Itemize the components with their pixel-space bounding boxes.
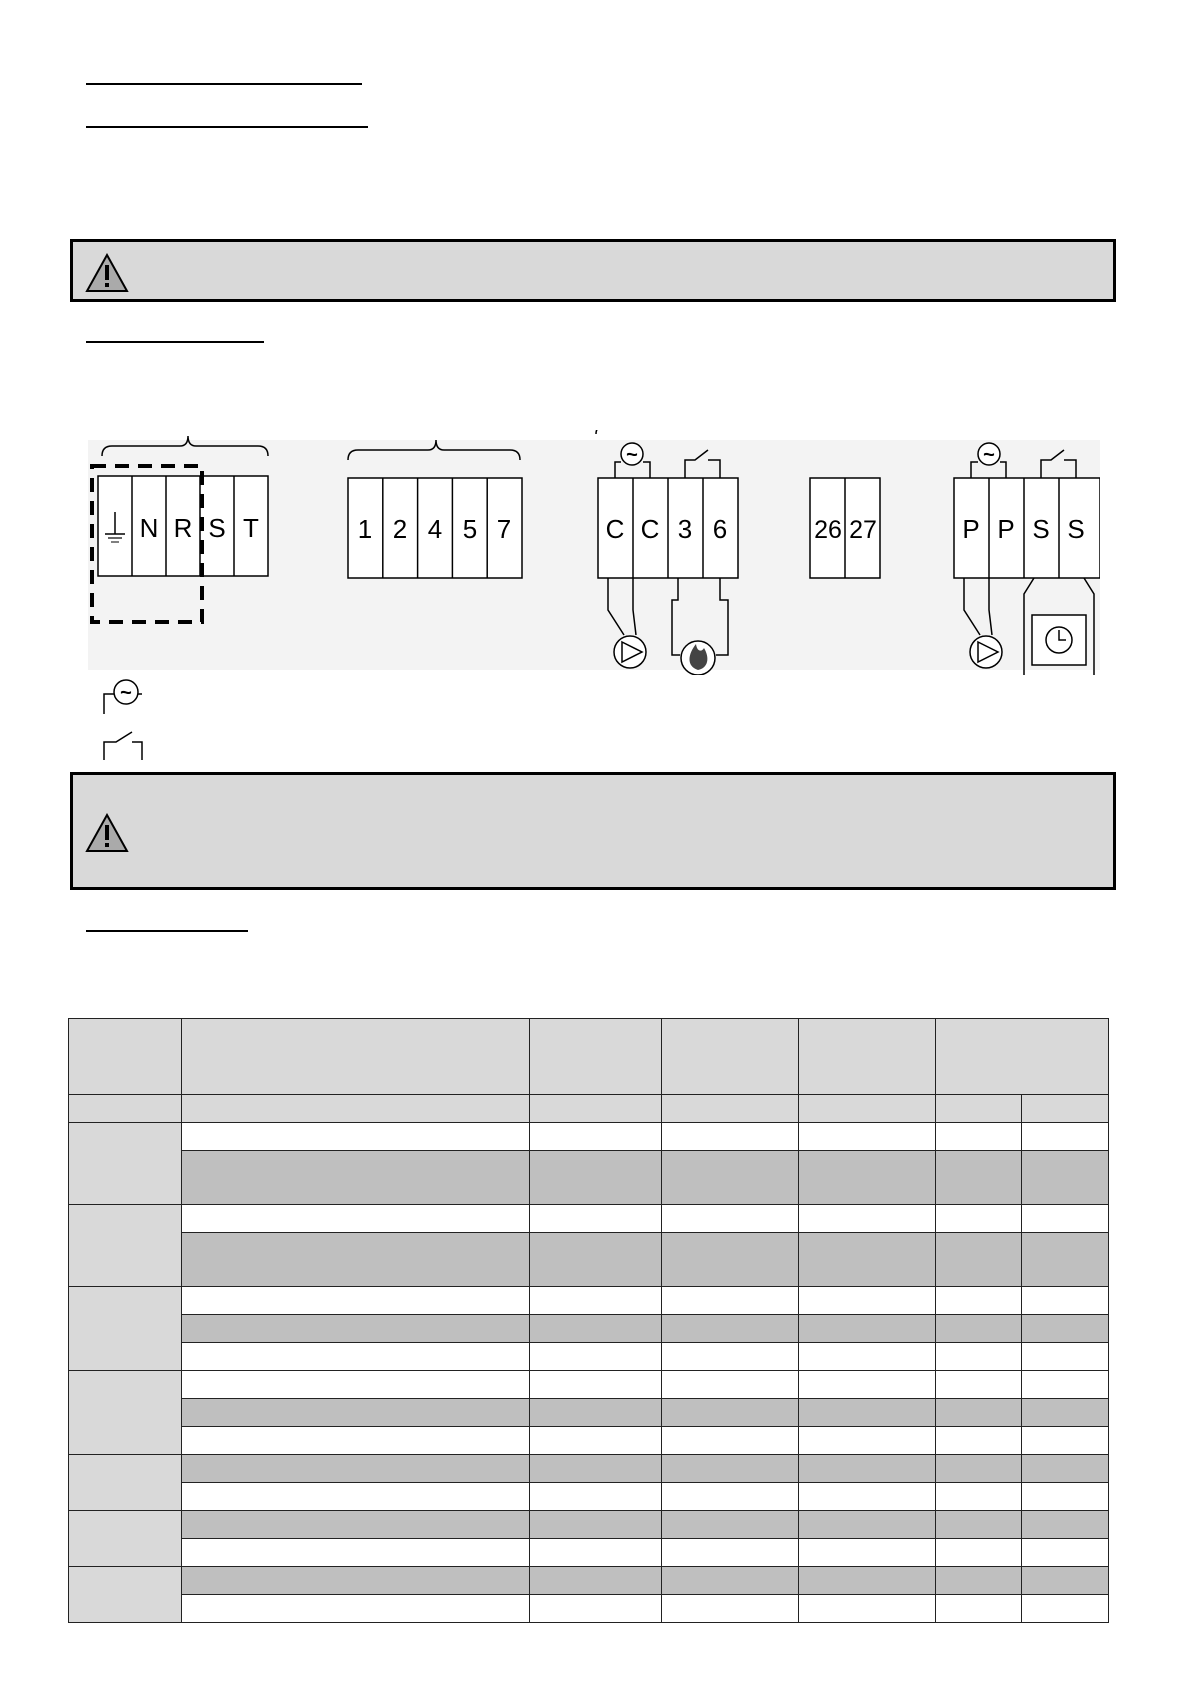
spec-table (68, 1018, 1109, 1623)
legend-switch-contact-icon (104, 732, 142, 760)
terminal-S2: S (1067, 514, 1085, 544)
group-cell (69, 1123, 182, 1205)
table-row (69, 1567, 1109, 1595)
terminal-6: 6 (712, 514, 728, 544)
heading-2-underline (86, 126, 368, 128)
table-row (69, 1595, 1109, 1623)
group-cell (69, 1287, 182, 1371)
ac-supply-icon (971, 443, 1006, 478)
terminal-block-pump (954, 443, 1100, 675)
terminal-S1: S (1032, 514, 1050, 544)
brace-control (596, 430, 604, 434)
warning-box-2 (70, 772, 1116, 890)
terminal-27: 27 (849, 516, 877, 544)
heading-3-underline (86, 341, 264, 343)
table-row (69, 1123, 1109, 1151)
terminal-block-power (98, 476, 268, 576)
group-cell (69, 1205, 182, 1287)
table-units-row (69, 1095, 1109, 1123)
header-cell (799, 1019, 936, 1095)
svg-text:~: ~ (983, 444, 995, 466)
table-row (69, 1455, 1109, 1483)
group-cell (69, 1371, 182, 1455)
terminal-5: 5 (462, 514, 478, 544)
table-row (69, 1371, 1109, 1399)
terminal-block-aux (810, 478, 880, 578)
clock-icon (1024, 578, 1094, 675)
table-row (69, 1315, 1109, 1343)
terminal-T: T (243, 513, 259, 543)
header-cell (662, 1019, 799, 1095)
wiring-diagram (88, 430, 1100, 675)
group-cell (69, 1511, 182, 1567)
legend-ac-supply-icon (104, 680, 142, 714)
ac-supply-icon (615, 443, 650, 478)
svg-text:~: ~ (120, 682, 132, 704)
terminal-4: 4 (427, 514, 443, 544)
heading-1-underline (86, 83, 362, 85)
brace-numbered (348, 440, 520, 460)
terminal-1: 1 (357, 514, 373, 544)
terminal-N: N (139, 513, 159, 543)
table-row (69, 1233, 1109, 1287)
terminal-2: 2 (392, 514, 408, 544)
warning-triangle-icon (85, 813, 129, 853)
pump-icon (608, 578, 646, 668)
terminal-P1: P (962, 514, 980, 544)
header-cell (69, 1019, 182, 1095)
table-row (69, 1287, 1109, 1315)
switch-contact-icon (685, 450, 720, 478)
terminal-7: 7 (496, 514, 512, 544)
table-row (69, 1483, 1109, 1511)
terminal-P2: P (997, 514, 1015, 544)
group-cell (69, 1455, 182, 1511)
terminal-block-numbered (348, 478, 522, 578)
terminal-26: 26 (814, 516, 842, 544)
flame-icon (672, 578, 728, 675)
terminal-C1: C (605, 514, 625, 544)
terminal-R: R (173, 513, 193, 543)
heading-4-underline (86, 930, 248, 932)
terminal-3: 3 (677, 514, 693, 544)
header-cell (182, 1019, 530, 1095)
terminal-block-control (598, 443, 738, 675)
table-row (69, 1205, 1109, 1233)
table-row (69, 1151, 1109, 1205)
table-header-row (69, 1019, 1109, 1095)
terminal-S: S (208, 513, 226, 543)
terminal-C2: C (640, 514, 660, 544)
table-row (69, 1511, 1109, 1539)
switch-contact-icon (1041, 450, 1076, 478)
pump-icon (964, 578, 1002, 668)
warning-triangle-icon (85, 253, 129, 293)
table-row (69, 1399, 1109, 1427)
svg-text:~: ~ (626, 444, 638, 466)
legend (100, 672, 160, 762)
brace-power (102, 436, 268, 456)
table-row (69, 1343, 1109, 1371)
warning-box-1 (70, 239, 1116, 302)
header-cell (936, 1019, 1109, 1095)
table-row (69, 1539, 1109, 1567)
table-row (69, 1427, 1109, 1455)
header-cell (530, 1019, 662, 1095)
group-cell (69, 1567, 182, 1623)
